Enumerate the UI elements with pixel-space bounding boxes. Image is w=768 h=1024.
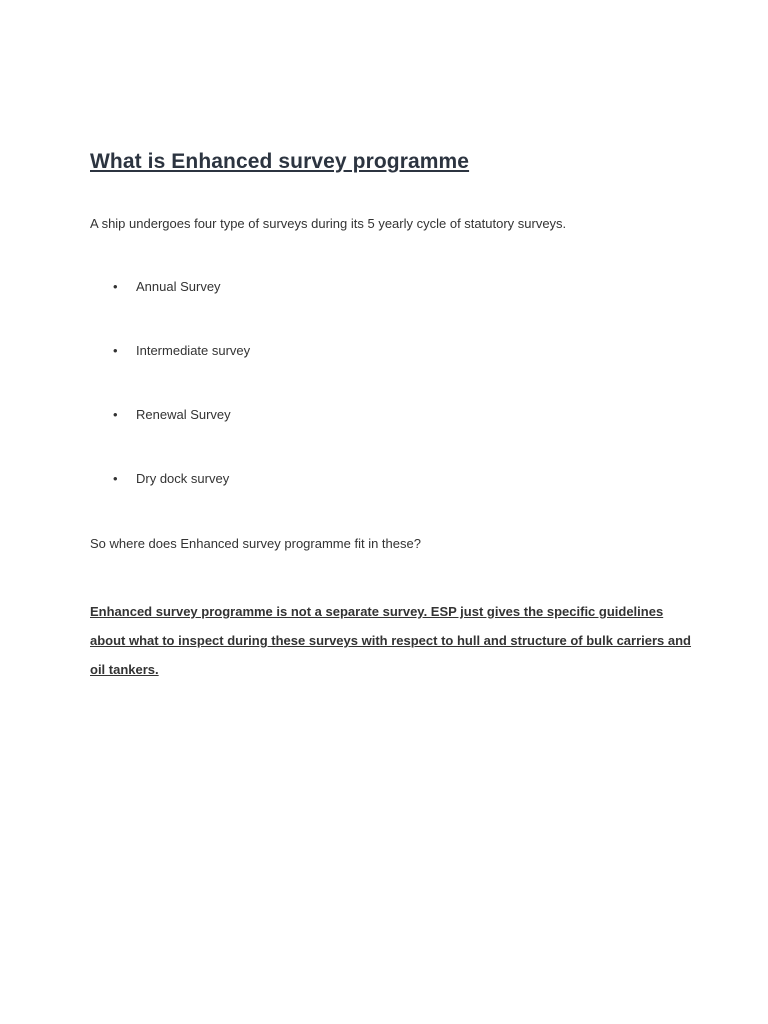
esp-note (90, 597, 690, 684)
bullet-icon: • (113, 407, 118, 422)
esp-note-line: oil tankers. (90, 662, 159, 677)
survey-label: Annual Survey (136, 279, 221, 294)
intro-paragraph: A ship undergoes four type of surveys during its 5 yearly cycle of statutory surveys. (90, 216, 567, 231)
list-item (113, 343, 250, 358)
page-title: What is Enhanced survey programme (90, 150, 470, 173)
survey-label: Intermediate survey (136, 343, 251, 358)
list-item (113, 279, 221, 294)
survey-label: Renewal Survey (136, 407, 231, 422)
question-paragraph: So where does Enhanced survey programme fit in these? (90, 536, 421, 551)
esp-note-line: about what to inspect during these surveys with respect to hull and structure of bulk carriers and (90, 633, 692, 648)
survey-label: Dry dock survey (136, 471, 230, 486)
esp-note-line: Enhanced survey programme is not a separate survey. ESP just gives the specific guidelines (90, 604, 664, 619)
bullet-icon: • (113, 279, 118, 294)
list-item (113, 407, 231, 422)
list-item (113, 471, 229, 486)
bullet-icon: • (113, 343, 118, 358)
bullet-icon: • (113, 471, 118, 486)
